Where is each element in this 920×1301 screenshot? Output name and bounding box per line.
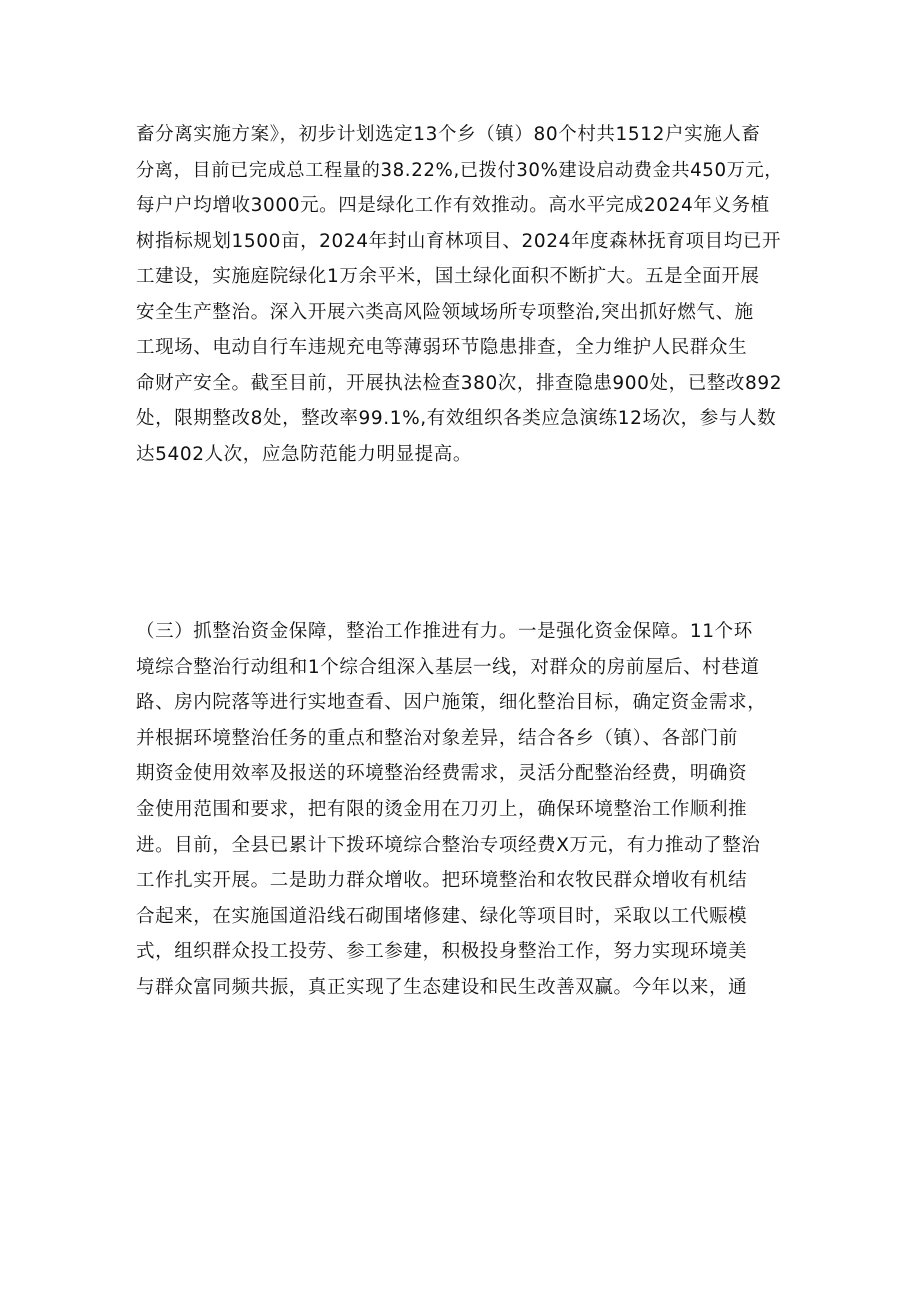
paragraph-2: [136, 614, 786, 1006]
text-line: 工现场、电动自行车违规充电等薄弱环节隐患排查，全力维护人民群众生: [136, 337, 748, 358]
text-line: 进。目前，全县已累计下拨环境综合整治专项经费X万元，有力推动了整治: [136, 834, 761, 856]
text-line: 工建设，实施庭院绿化1万余平米，国土绿化面积不断扩大。五是全面开展: [136, 266, 760, 287]
text-line: 路、房内院落等进行实地查看、因户施策，细化整治目标，确定资金需求，: [136, 692, 767, 714]
text-line: 每户户均增收3000元。四是绿化工作有效推动。高水平完成2024年义务植: [136, 195, 770, 216]
text-line: 分离，目前已完成总工程量的38.22%,已拨付30%建设启动费金共450万元，: [136, 159, 784, 181]
text-line: 与群众富同频共振，真正实现了生态建设和民生改善双赢。今年以来，通: [136, 976, 748, 998]
text-line: 命财产安全。截至目前，开展执法检查380次，排查隐患900处，已整改892: [136, 372, 783, 394]
text-line: 金使用范围和要求，把有限的烫金用在刀刃上，确保环境整治工作顺利推: [136, 798, 748, 820]
text-line: 达5402人次，应急防范能力明显提高。: [136, 443, 472, 465]
text-line: 安全生产整治。深入开展六类高风险领域场所专项整治,突出抓好燃气、施: [136, 301, 754, 323]
text-line: 式，组织群众投工投劳、参工参建，积极投身整治工作，努力实现环境美: [136, 941, 748, 963]
paragraph-1: [136, 117, 786, 472]
text-line: 合起来，在实施国道沿线石砌围堵修建、绿化等项目时，采取以工代赈模: [136, 905, 748, 927]
text-line: 期资金使用效率及报送的环境整治经费需求，灵活分配整治经费，明确资: [136, 763, 748, 785]
text-line: 树指标规划1500亩，2024年封山育林项目、2024年度森林抚育项目均已开: [136, 230, 782, 252]
text-line: 畜分离实施方案》，初步计划选定13个乡（镇）80个村共1512户实施人畜: [136, 124, 761, 145]
text-line: 境综合整治行动组和1个综合组深入基层一线，对群众的房前屋后、村巷道: [136, 656, 760, 678]
section-heading-line: （三）抓整治资金保障，整治工作推进有力。一是强化资金保障。11个环: [136, 621, 753, 642]
text-line: 工作扎实开展。二是助力群众增收。把环境整治和农牧民群众增收有机结: [136, 870, 748, 892]
text-line: 处，限期整改8处，整改率99.1%,有效组织各类应急演练12场次，参与人数: [136, 408, 777, 429]
text-line: 并根据环境整治任务的重点和整治对象差异，结合各乡（镇）、各部门前: [136, 727, 738, 749]
